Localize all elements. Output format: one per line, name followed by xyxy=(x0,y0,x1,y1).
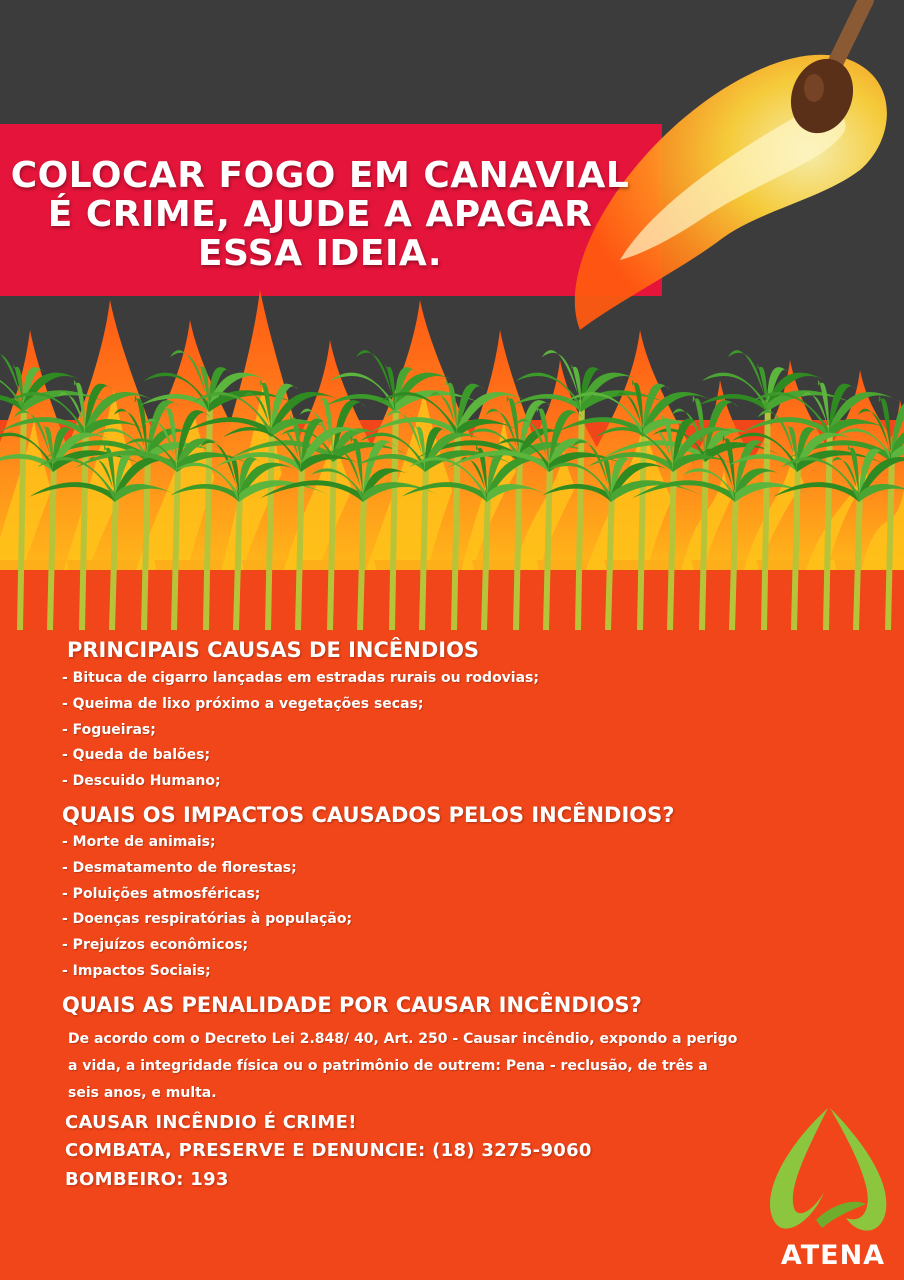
list-item: - Bituca de cigarro lançadas em estradas rurais ou rodovias; xyxy=(62,670,539,686)
list-item: - Prejuízos econômicos; xyxy=(62,937,249,954)
cta-bombeiro: BOMBEIRO: 193 xyxy=(65,1169,229,1190)
causes-list xyxy=(62,666,539,795)
penalties-text xyxy=(68,1026,768,1107)
headline-line-2: É CRIME, AJUDE A APAGAR xyxy=(47,194,593,235)
list-item: - Morte de animais; xyxy=(62,834,216,850)
list-item: - Queima de lixo próximo a vegetações secas; xyxy=(62,695,424,712)
atena-leaf-icon xyxy=(762,1100,904,1240)
list-item: - Poluições atmosféricas; xyxy=(62,885,261,902)
list-item: - Desmatamento de florestas; xyxy=(62,859,297,876)
logo-text: ATENA xyxy=(780,1240,886,1271)
penalties-line: De acordo com o Decreto Lei 2.848/ 40, Art. 250 - Causar incêndio, expondo a perigo xyxy=(68,1031,738,1047)
list-item: - Doenças respiratórias à população; xyxy=(62,911,353,928)
list-item: - Fogueiras; xyxy=(62,721,156,738)
list-item: - Impactos Sociais; xyxy=(62,962,211,979)
impacts-list xyxy=(62,830,352,985)
penalties-line: a vida, a integridade física ou o patrimônio de outrem: Pena - reclusão, de três a xyxy=(68,1058,708,1074)
cta-denuncie-phone: COMBATA, PRESERVE E DENUNCIE: (18) 3275-9060 xyxy=(65,1140,592,1161)
list-item: - Descuido Humano; xyxy=(62,773,221,790)
headline-line-1: COLOCAR FOGO EM CANAVIAL xyxy=(10,155,630,196)
penalties-line: seis anos, e multa. xyxy=(68,1085,217,1101)
cta-crime: CAUSAR INCÊNDIO É CRIME! xyxy=(65,1112,357,1133)
penalties-title: QUAIS AS PENALIDADE POR CAUSAR INCÊNDIOS? xyxy=(62,993,642,1017)
headline-line-3: ESSA IDEIA. xyxy=(197,233,443,274)
impacts-title: QUAIS OS IMPACTOS CAUSADOS PELOS INCÊNDIOS? xyxy=(62,803,675,827)
causes-title: PRINCIPAIS CAUSAS DE INCÊNDIOS xyxy=(67,638,480,662)
list-item: - Queda de balões; xyxy=(62,747,211,764)
atena-logo xyxy=(762,1100,904,1280)
